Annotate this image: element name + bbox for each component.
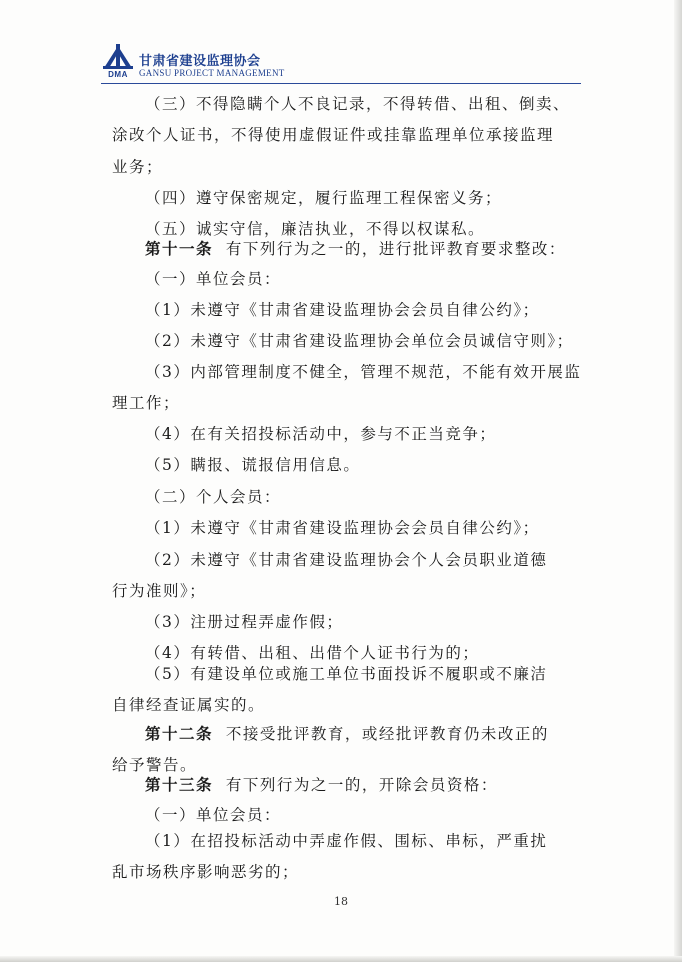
article-number: 第十三条 [145,775,214,794]
paragraph: （四）遵守保密规定，履行监理工程保密义务； [145,189,503,207]
logo-text: DMA [108,70,128,79]
page-number: 18 [334,895,348,908]
paragraph: （4）在有关招投标活动中，参与不正当竞争； [145,425,497,443]
paragraph: （二）个人会员： [145,488,282,506]
paragraph: （三）不得隐瞒个人不良记录，不得转借、出租、倒卖、 涂改个人证书，不得使用虚假证件或挂靠监理单位承接监理 业务； [112,95,571,176]
paragraph: （5）瞒报、谎报信用信息。 [145,456,361,474]
paragraph: （1）未遵守《甘肃省建设监理协会会员自律公约》； [145,519,540,537]
organization-name: 甘肃省建设监理协会 [139,54,261,69]
page-edge-shadow-bottom [0,956,682,962]
paragraph: （4）有转借、出租、出借个人证书行为的； [145,644,480,662]
article-number: 第十二条 [145,724,214,743]
paragraph: （1）在招投标活动中弄虚作假、围标、串标，严重扰 乱市场秩序影响恶劣的； [112,832,548,882]
paragraph: （5）有建设单位或施工单位书面投诉不履职或不廉洁 自律经查证属实的。 [112,665,548,715]
paragraph: （五）诚实守信，廉洁执业，不得以权谋私。 [145,220,486,238]
paragraph: （1）未遵守《甘肃省建设监理协会会员自律公约》； [145,301,540,319]
header-divider [101,83,581,84]
association-logo-icon [101,44,135,80]
paragraph: （一）单位会员： [145,270,282,288]
organization-name-english: GANSU PROJECT MANAGEMENT [139,68,285,78]
paragraph: （3）内部管理制度不健全，管理不规范，不能有效开展监 理工作； [112,363,582,413]
paragraph: （2）未遵守《甘肃省建设监理协会个人会员职业道德 行为准则》； [112,551,548,601]
article-paragraph: 第十二条 不接受批评教育，或经批评教育仍未改正的 给予警告。 [112,724,549,775]
page-edge-shadow [674,0,682,962]
paragraph: （3）注册过程弄虚作假； [145,613,344,631]
paragraph: （一）单位会员： [145,806,282,824]
article-paragraph: 第十三条 有下列行为之一的，开除会员资格： [145,775,498,794]
article-number: 第十一条 [145,239,214,258]
article-paragraph: 第十一条 有下列行为之一的，进行批评教育要求整改： [145,239,566,258]
paragraph: （2）未遵守《甘肃省建设监理协会单位会员诚信守则》； [145,332,574,350]
page-header [101,44,581,84]
